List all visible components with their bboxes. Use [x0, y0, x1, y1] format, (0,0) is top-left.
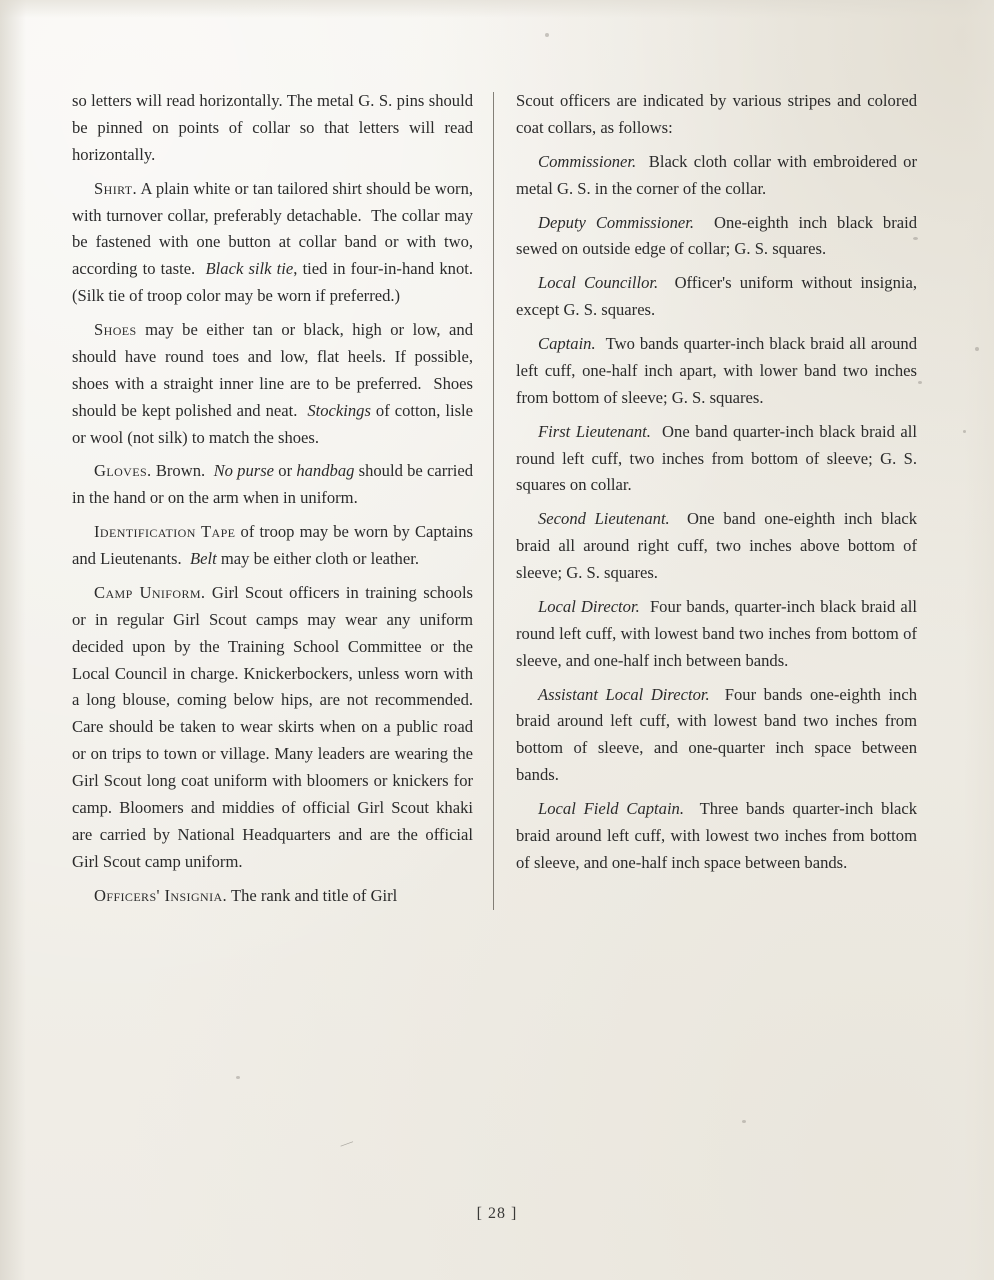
- paragraph: [72, 883, 473, 910]
- paragraph-lead-in: Commissioner.: [538, 151, 637, 171]
- paper-speck: [975, 347, 979, 351]
- paragraph: [72, 176, 473, 310]
- paragraph-lead-in: Local Director.: [538, 596, 640, 616]
- paragraph: [516, 419, 917, 500]
- right-text-column: [494, 88, 917, 916]
- paragraph-text: Three bands quarter-inch black braid around left cuff, with lowest two inches from bottom of sleeve, and one-half inch space between bands.: [516, 799, 918, 872]
- paragraph-lead-in: First Lieutenant.: [538, 421, 651, 441]
- paragraph: [516, 506, 917, 587]
- paragraph: [72, 317, 473, 451]
- paragraph-lead-in: Second Lieutenant.: [538, 509, 670, 529]
- paragraph-lead-in: Captain.: [538, 334, 596, 353]
- paragraph-lead-in: Assistant Local Director.: [538, 684, 710, 704]
- paragraph: [516, 796, 917, 877]
- paragraph-lead-in: Shirt.: [94, 178, 138, 198]
- paragraph-lead-in: Gloves.: [94, 461, 152, 481]
- paragraph-lead-in: Officers' Insignia.: [94, 885, 228, 905]
- paragraph-lead-in: Local Field Captain.: [538, 799, 685, 818]
- paper-speck: [236, 1076, 240, 1079]
- paper-speck: [963, 430, 966, 433]
- paragraph: [516, 594, 917, 675]
- paragraph-text: Black cloth collar with embroidered or metal G. S. in the corner of the collar.: [516, 151, 917, 198]
- paragraph-lead-in: Camp Uniform.: [94, 582, 206, 602]
- paper-speck: [918, 381, 922, 384]
- paragraph-text: Girl Scout officers in training schools or in regular Girl Scout camps may wear any uniform decided upon by the Training School Committee or the Local Council in charge. Knickerbockers, unless worn with a long blouse, coming below hips, are not recommended. Care should be taken to wear skirts when on a public road or on trips to town or village. Many leaders are wearing the Girl Scout long coat uniform with bloomers or knickers for camp. Bloomers and middies of official Girl Scout khaki are carried by National Headquarters and are the official Girl Scout camp uniform.: [72, 582, 474, 871]
- paragraph: [516, 270, 917, 324]
- paragraph-text: Officer's uniform without insignia, except G. S. squares.: [516, 273, 918, 320]
- paragraph-lead-in: Local Councillor.: [538, 273, 659, 293]
- column-divider-rule: [493, 92, 494, 910]
- paragraph: [72, 519, 473, 573]
- paragraph-text: One band quarter-inch black braid all round left cuff, two inches from bottom of sleeve; G. S. squares on collar.: [516, 421, 918, 495]
- paragraph-lead-in: Shoes: [94, 320, 137, 339]
- paragraph-text: Scout officers are indicated by various stripes and colored coat collars, as follows:: [516, 91, 918, 137]
- paper-speck: [545, 33, 549, 37]
- paragraph: [516, 331, 917, 412]
- paper-speck: [742, 1120, 746, 1123]
- paragraph-text: may be either tan or black, high or low, and should have round toes and low, flat heels. If possible, shoes with a straight inner line are to be preferred. Shoes should be kept polished and neat. Stockings of cotton, lisle or wool (not silk) to match the shoes.: [72, 320, 474, 447]
- paragraph: [72, 580, 473, 876]
- page-edge-shadow-left: [0, 0, 26, 1280]
- paragraph: [516, 210, 917, 264]
- paragraph-text: One band one-eighth inch black braid all around right cuff, two inches above bottom of sleeve; G. S. squares.: [516, 509, 918, 582]
- paragraph-text: Two bands quarter-inch black braid all around left cuff, one-half inch apart, with lower band two inches from bottom of sleeve; G. S. squares.: [516, 334, 918, 407]
- paragraph: [516, 88, 917, 142]
- paragraph: [72, 88, 473, 169]
- page-number: [ 28 ]: [476, 1205, 518, 1222]
- paragraph: [72, 458, 473, 512]
- page-edge-shadow-top: [0, 0, 994, 18]
- paragraph: [516, 682, 917, 790]
- paragraph-lead-in: Deputy Commissioner.: [538, 212, 695, 232]
- paragraph-text: A plain white or tan tailored shirt should be worn, with turnover collar, preferably detachable. The collar may be fastened with one button at collar band or with two, according to taste. Black silk tie, tied in four-in-hand knot. (Silk tie of troop color may be worn if preferred.): [72, 178, 474, 306]
- page-edge-shadow-right: [964, 0, 994, 1280]
- paragraph-text: The rank and title of Girl: [230, 885, 398, 905]
- paper-pencil-mark: —: [337, 1133, 356, 1152]
- paragraph-text: Four bands, quarter-inch black braid all round left cuff, with lowest band two inches from bottom of sleeve, and one-half inch between bands.: [516, 596, 918, 670]
- paragraph-lead-in: Identification Tape: [94, 522, 236, 542]
- paragraph-text: Brown. No purse or handbag should be carried in the hand or on the arm when in uniform.: [72, 461, 474, 508]
- paragraph-text: so letters will read horizontally. The metal G. S. pins should be pinned on points of collar so that letters will read horizontally.: [72, 91, 474, 164]
- paragraph-text: Four bands one-eighth inch braid around left cuff, with lowest band two inches from bottom of sleeve, and one-quarter inch space between bands.: [516, 684, 918, 785]
- left-text-column: [72, 88, 493, 916]
- paragraph-text: One-eighth inch black braid sewed on outside edge of collar; G. S. squares.: [516, 212, 918, 259]
- two-column-body: [72, 88, 917, 916]
- paragraph: [516, 149, 917, 203]
- paragraph-text: of troop may be worn by Captains and Lieutenants. Belt may be either cloth or leather.: [72, 522, 474, 568]
